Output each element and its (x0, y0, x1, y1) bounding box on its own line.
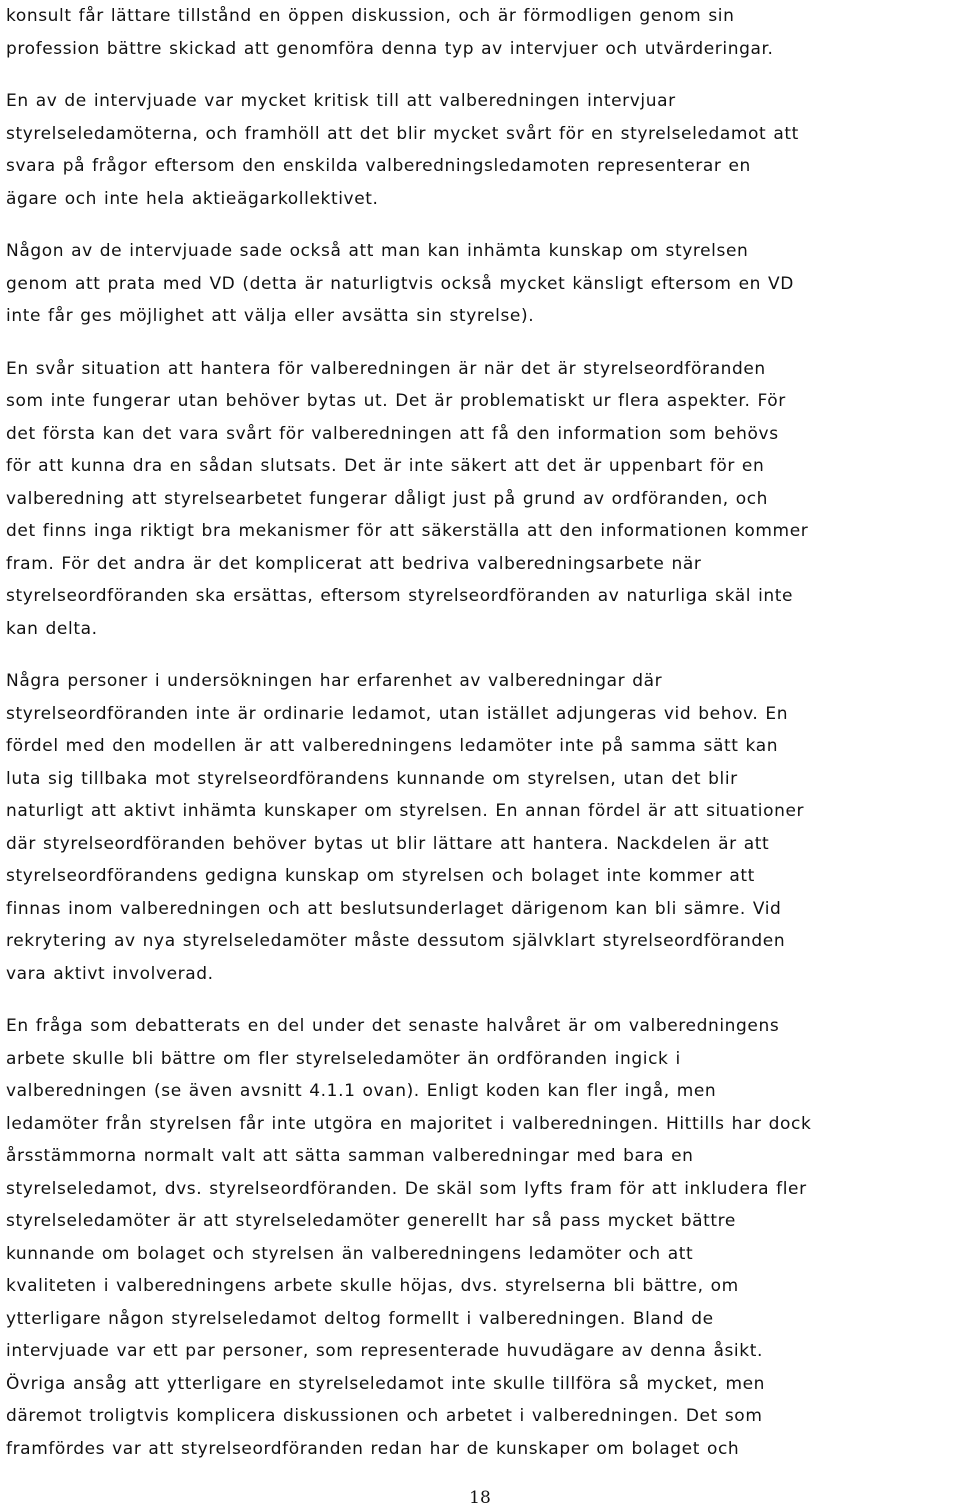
text-line: rekrytering av nya styrelseledamöter måste dessutom självklart styrelseordföranden (6, 931, 786, 951)
text-line: kan delta. (6, 618, 98, 639)
text-line: ytterligare någon styrelseledamot deltog formellt i valberedningen. Bland de (6, 1308, 714, 1329)
paragraph (6, 665, 960, 990)
text-line: genom att prata med VD (detta är naturligtvis också mycket känsligt eftersom en VD (6, 273, 794, 294)
text-line: styrelseledamot, dvs. styrelseordföranden. De skäl som lyfts fram för att inkludera fler (6, 1178, 807, 1199)
paragraph (6, 235, 960, 333)
text-line: kunnande om bolaget och styrelsen än valberedningens ledamöter och att (6, 1243, 694, 1264)
text-line: där styrelseordföranden behöver bytas ut blir lättare att hantera. Nackdelen är att (6, 833, 770, 854)
text-line: arbete skulle bli bättre om fler styrelseledamöter än ordföranden ingick i (6, 1048, 681, 1069)
text-line: styrelseordföranden inte är ordinarie ledamot, utan istället adjungeras vid behov. En (6, 703, 789, 724)
text-line: naturligt att aktivt inhämta kunskaper om styrelsen. En annan fördel är att situationer (6, 801, 805, 821)
text-line: styrelseledamöter är att styrelseledamöter generellt har så pass mycket bättre (6, 1211, 736, 1231)
text-line: styrelseordförandens gedigna kunskap om styrelsen och bolaget inte kommer att (6, 866, 755, 886)
text-line: för att kunna dra en sådan slutsats. Det är inte säkert att det är uppenbart för en (6, 456, 765, 476)
text-line: fram. För det andra är det komplicerat att bedriva valberedningsarbete när (6, 553, 702, 574)
text-line: luta sig tillbaka mot styrelseordförandens kunnande om styrelsen, utan det blir (6, 768, 738, 789)
text-line: intervjuade var ett par personer, som representerade huvudägare av denna åsikt. (6, 1341, 763, 1361)
text-line: Några personer i undersökningen har erfarenhet av valberedningar där (6, 671, 663, 691)
text-line: fördel med den modellen är att valberedningens ledamöter inte på samma sätt kan (6, 736, 779, 756)
text-line: profession bättre skickad att genomföra denna typ av intervjuer och utvärderingar. (6, 38, 774, 59)
text-line: inte får ges möjlighet att välja eller avsätta sin styrelse). (6, 306, 535, 326)
text-line: valberedning att styrelsearbetet fungerar dåligt just på grund av ordföranden, och (6, 488, 769, 509)
text-line: En av de intervjuade var mycket kritisk till att valberedningen intervjuar (6, 91, 676, 111)
text-line: däremot troligtvis komplicera diskussionen och arbetet i valberedningen. Det som (6, 1406, 763, 1426)
paragraph (6, 85, 960, 215)
text-line: konsult får lättare tillstånd en öppen diskussion, och är förmodligen genom sin (6, 6, 735, 26)
page-number: 18 (469, 1488, 491, 1508)
text-line: valberedningen (se även avsnitt 4.1.1 ovan). Enligt koden kan fler ingå, men (6, 1081, 717, 1101)
paragraph (6, 0, 960, 65)
text-line: årsstämmorna normalt valt att sätta samman valberedningar med bara en (6, 1146, 694, 1166)
text-line: ledamöter från styrelsen får inte utgöra en majoritet i valberedningen. Hittills har dock (6, 1113, 812, 1134)
text-line: styrelseordföranden ska ersättas, eftersom styrelseordföranden av naturliga skäl inte (6, 586, 794, 606)
text-line: En fråga som debatterats en del under det senaste halvåret är om valberedningens (6, 1016, 780, 1036)
text-line: som inte fungerar utan behöver bytas ut. Det är problematiskt ur flera aspekter. För (6, 391, 786, 411)
text-line: framfördes var att styrelseordföranden redan har de kunskaper om bolaget och (6, 1438, 740, 1459)
text-line: Någon av de intervjuade sade också att man kan inhämta kunskap om styrelsen (6, 241, 749, 261)
text-line: Övriga ansåg att ytterligare en styrelseledamot inte skulle tillföra så mycket, men (6, 1373, 766, 1394)
text-line: finnas inom valberedningen och att beslutsunderlaget därigenom kan bli sämre. Vid (6, 898, 782, 919)
paragraph (6, 353, 960, 646)
paragraph (6, 1010, 960, 1465)
document-body (6, 0, 960, 1485)
text-line: det första kan det vara svårt för valberedningen att få den information som behövs (6, 423, 779, 444)
text-line: vara aktivt involverad. (6, 963, 214, 984)
text-line: ägare och inte hela aktieägarkollektivet. (6, 188, 379, 209)
text-line: det finns inga riktigt bra mekanismer för att säkerställa att den informationen kommer (6, 521, 809, 541)
text-line: styrelseledamöterna, och framhöll att det blir mycket svårt för en styrelseledamot att (6, 123, 799, 144)
text-line: svara på frågor eftersom den enskilda valberedningsledamoten representerar en (6, 156, 751, 176)
text-line: kvaliteten i valberedningens arbete skulle höjas, dvs. styrelserna bli bättre, om (6, 1276, 739, 1296)
text-line: En svår situation att hantera för valberedningen är när det är styrelseordföranden (6, 358, 766, 379)
